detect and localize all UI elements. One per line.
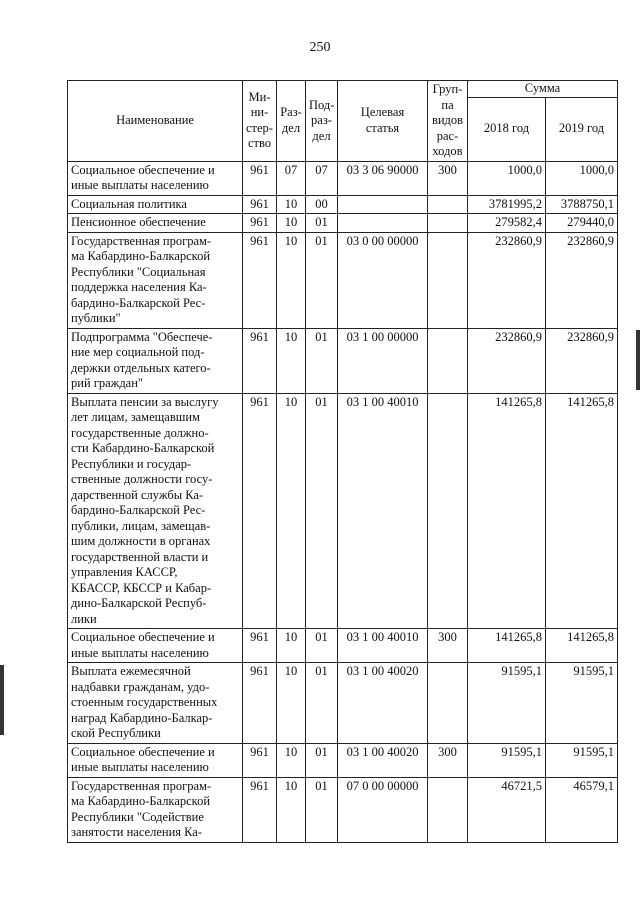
- cell-subsection: 01: [306, 214, 338, 233]
- cell-target-article: 03 1 00 40020: [338, 663, 428, 744]
- cell-sum-2018: 1000,0: [468, 161, 546, 195]
- cell-ministry: 961: [243, 743, 277, 777]
- cell-name: Пенсионное обеспечение: [68, 214, 243, 233]
- cell-subsection: 00: [306, 195, 338, 214]
- table-row: [68, 195, 618, 214]
- cell-section: 07: [277, 161, 306, 195]
- cell-subsection: 01: [306, 328, 338, 393]
- cell-sum-2019: 232860,9: [546, 232, 618, 328]
- cell-expense-group: [428, 232, 468, 328]
- cell-name: Социальное обеспечение и иные выплаты населению: [68, 629, 243, 663]
- cell-name: Социальное обеспечение и иные выплаты населению: [68, 743, 243, 777]
- cell-subsection: 01: [306, 777, 338, 842]
- cell-target-article: 03 0 00 00000: [338, 232, 428, 328]
- cell-section: 10: [277, 195, 306, 214]
- cell-target-article: 03 3 06 90000: [338, 161, 428, 195]
- cell-ministry: 961: [243, 393, 277, 629]
- table-row: [68, 743, 618, 777]
- cell-section: 10: [277, 214, 306, 233]
- cell-section: 10: [277, 393, 306, 629]
- cell-subsection: 01: [306, 232, 338, 328]
- cell-expense-group: [428, 214, 468, 233]
- cell-section: 10: [277, 777, 306, 842]
- cell-sum-2019: 3788750,1: [546, 195, 618, 214]
- header-year-2019: 2019 год: [546, 97, 618, 161]
- cell-sum-2019: 141265,8: [546, 629, 618, 663]
- cell-ministry: 961: [243, 777, 277, 842]
- table-row: [68, 232, 618, 328]
- cell-expense-group: [428, 777, 468, 842]
- header-sum: Сумма: [468, 81, 618, 98]
- cell-name: Выплата пенсии за выслугу лет лицам, замещавшим государственные должно- сти Кабардино-Балкарской Республики и государ- ственные должности госу- дарственной службы Ка- бардино-Балкарской Рес- публики, лицам, замещав- шим должности в органах государственной власти и управления КАССР, КБАССР, КБССР и Кабар- дино-Балкарской Респуб- лики: [68, 393, 243, 629]
- header-target-article: Целевая статья: [338, 81, 428, 162]
- cell-ministry: 961: [243, 214, 277, 233]
- cell-section: 10: [277, 629, 306, 663]
- cell-sum-2019: 141265,8: [546, 393, 618, 629]
- table-row: [68, 214, 618, 233]
- cell-name: Социальное обеспечение и иные выплаты населению: [68, 161, 243, 195]
- cell-subsection: 01: [306, 629, 338, 663]
- cell-sum-2018: 3781995,2: [468, 195, 546, 214]
- cell-expense-group: [428, 663, 468, 744]
- cell-ministry: 961: [243, 161, 277, 195]
- header-ministry: Ми- ни- стер- ство: [243, 81, 277, 162]
- cell-ministry: 961: [243, 232, 277, 328]
- cell-section: 10: [277, 232, 306, 328]
- cell-expense-group: [428, 328, 468, 393]
- cell-sum-2019: 232860,9: [546, 328, 618, 393]
- cell-sum-2019: 46579,1: [546, 777, 618, 842]
- header-row-top: [68, 81, 618, 98]
- cell-sum-2018: 91595,1: [468, 663, 546, 744]
- table-row: [68, 777, 618, 842]
- header-name: Наименование: [68, 81, 243, 162]
- header-section: Раз- дел: [277, 81, 306, 162]
- cell-subsection: 01: [306, 663, 338, 744]
- cell-target-article: 03 1 00 40010: [338, 393, 428, 629]
- cell-sum-2018: 232860,9: [468, 232, 546, 328]
- table-row: [68, 328, 618, 393]
- table-row: [68, 161, 618, 195]
- cell-target-article: 03 1 00 40020: [338, 743, 428, 777]
- cell-expense-group: 300: [428, 743, 468, 777]
- cell-ministry: 961: [243, 663, 277, 744]
- scan-edge-mark-right: [636, 330, 640, 390]
- header-year-2018: 2018 год: [468, 97, 546, 161]
- cell-section: 10: [277, 328, 306, 393]
- header-expense-group: Груп- па видов рас- ходов: [428, 81, 468, 162]
- cell-target-article: 07 0 00 00000: [338, 777, 428, 842]
- cell-expense-group: 300: [428, 629, 468, 663]
- cell-name: Выплата ежемесячной надбавки гражданам, удо- стоенным государственных наград Кабардино-Балкар- ской Республики: [68, 663, 243, 744]
- cell-sum-2018: 141265,8: [468, 393, 546, 629]
- cell-target-article: 03 1 00 00000: [338, 328, 428, 393]
- cell-section: 10: [277, 743, 306, 777]
- cell-name: Государственная програм- ма Кабардино-Балкарской Республики "Содействие занятости населения Ка-: [68, 777, 243, 842]
- cell-name: Социальная политика: [68, 195, 243, 214]
- cell-name: Государственная програм- ма Кабардино-Балкарской Республики "Социальная поддержка населения Ка- бардино-Балкарской Рес- публики": [68, 232, 243, 328]
- cell-sum-2018: 91595,1: [468, 743, 546, 777]
- cell-target-article: 03 1 00 40010: [338, 629, 428, 663]
- table-row: [68, 663, 618, 744]
- cell-section: 10: [277, 663, 306, 744]
- cell-ministry: 961: [243, 328, 277, 393]
- page-number: 250: [309, 40, 331, 55]
- cell-sum-2018: 141265,8: [468, 629, 546, 663]
- scan-edge-mark-left: [0, 665, 4, 735]
- cell-expense-group: [428, 195, 468, 214]
- cell-sum-2019: 91595,1: [546, 743, 618, 777]
- budget-table: [67, 80, 618, 843]
- cell-sum-2019: 1000,0: [546, 161, 618, 195]
- cell-target-article: [338, 214, 428, 233]
- table-row: [68, 393, 618, 629]
- cell-sum-2019: 279440,0: [546, 214, 618, 233]
- cell-ministry: 961: [243, 629, 277, 663]
- cell-expense-group: 300: [428, 161, 468, 195]
- table-row: [68, 629, 618, 663]
- cell-expense-group: [428, 393, 468, 629]
- cell-subsection: 01: [306, 743, 338, 777]
- cell-subsection: 07: [306, 161, 338, 195]
- cell-name: Подпрограмма "Обеспече- ние мер социальной под- держки отдельных катего- рий граждан": [68, 328, 243, 393]
- cell-target-article: [338, 195, 428, 214]
- cell-sum-2018: 232860,9: [468, 328, 546, 393]
- cell-sum-2018: 279582,4: [468, 214, 546, 233]
- header-subsection: Под- раз- дел: [306, 81, 338, 162]
- cell-sum-2019: 91595,1: [546, 663, 618, 744]
- cell-ministry: 961: [243, 195, 277, 214]
- cell-sum-2018: 46721,5: [468, 777, 546, 842]
- cell-subsection: 01: [306, 393, 338, 629]
